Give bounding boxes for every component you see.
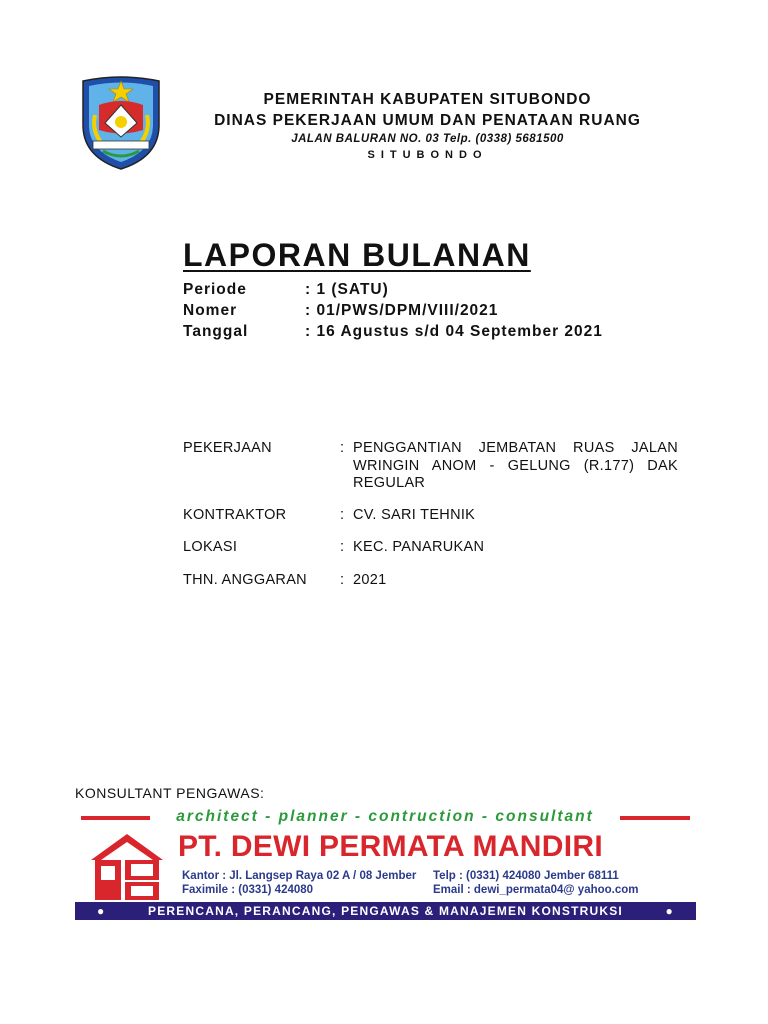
lokasi-colon: : [340, 539, 345, 555]
pekerjaan-colon: : [340, 440, 345, 456]
periode-row [183, 281, 389, 299]
kontraktor-row [183, 507, 678, 527]
house-logo-icon [89, 832, 165, 902]
tahun-anggaran-row [183, 572, 678, 592]
bullet-right-icon: ● [665, 904, 674, 918]
company-office-address: Kantor : Jl. Langsep Raya 02 A / 08 Jember [182, 870, 417, 882]
kontraktor-value: CV. SARI TEHNIK [353, 507, 476, 523]
report-title: LAPORAN BULANAN [183, 237, 531, 273]
lokasi-label: LOKASI [183, 539, 238, 555]
tanggal-label: Tanggal [183, 323, 249, 340]
nomer-label: Nomer [183, 302, 238, 319]
periode-value: : 1 (SATU) [305, 281, 389, 298]
nomer-row [183, 302, 498, 320]
letterhead-city: SITUBONDO [367, 149, 488, 161]
periode-label: Periode [183, 281, 247, 298]
letterhead-government: PEMERINTAH KABUPATEN SITUBONDO [263, 91, 592, 108]
konsultant-label: KONSULTANT PENGAWAS: [75, 785, 265, 801]
tanggal-row [183, 323, 603, 341]
tahun-anggaran-value: 2021 [353, 572, 387, 588]
nomer-value: : 01/PWS/DPM/VIII/2021 [305, 302, 499, 319]
company-email: Email : dewi_permata04@ yahoo.com [433, 884, 639, 896]
company-phone: Telp : (0331) 424080 Jember 68111 [433, 870, 619, 882]
company-name: PT. DEWI PERMATA MANDIRI [178, 830, 603, 863]
letterhead-department: DINAS PEKERJAAN UMUM DAN PENATAAN RUANG [214, 112, 641, 129]
banner-services-strip [75, 902, 696, 920]
letterhead-address: JALAN BALURAN NO. 03 Telp. (0338) 5681500 [291, 133, 564, 145]
kontraktor-label: KONTRAKTOR [183, 507, 287, 523]
banner-tagline: architect - planner - contruction - consultant [150, 806, 620, 828]
tanggal-value: : 16 Agustus s/d 04 September 2021 [305, 323, 603, 340]
lokasi-row [183, 539, 678, 559]
kontraktor-colon: : [340, 507, 345, 523]
regency-emblem-icon [77, 75, 165, 171]
banner-top-strip [75, 806, 696, 828]
bullet-left-icon: ● [97, 904, 106, 918]
pekerjaan-value: PENGGANTIAN JEMBATAN RUAS JALAN WRINGIN ANOM - GELUNG (R.177) DAK REGULAR [353, 440, 678, 491]
tahun-anggaran-colon: : [340, 572, 345, 588]
tahun-anggaran-label: THN. ANGGARAN [183, 572, 307, 588]
company-banner [75, 806, 696, 920]
pekerjaan-label: PEKERJAAN [183, 440, 272, 456]
company-fax: Faximile : (0331) 424080 [182, 884, 314, 896]
company-services: PERENCANA, PERANCANG, PENGAWAS & MANAJEMEN KONSTRUKSI [148, 904, 623, 918]
pekerjaan-row [183, 440, 678, 492]
lokasi-value: KEC. PANARUKAN [353, 539, 485, 555]
